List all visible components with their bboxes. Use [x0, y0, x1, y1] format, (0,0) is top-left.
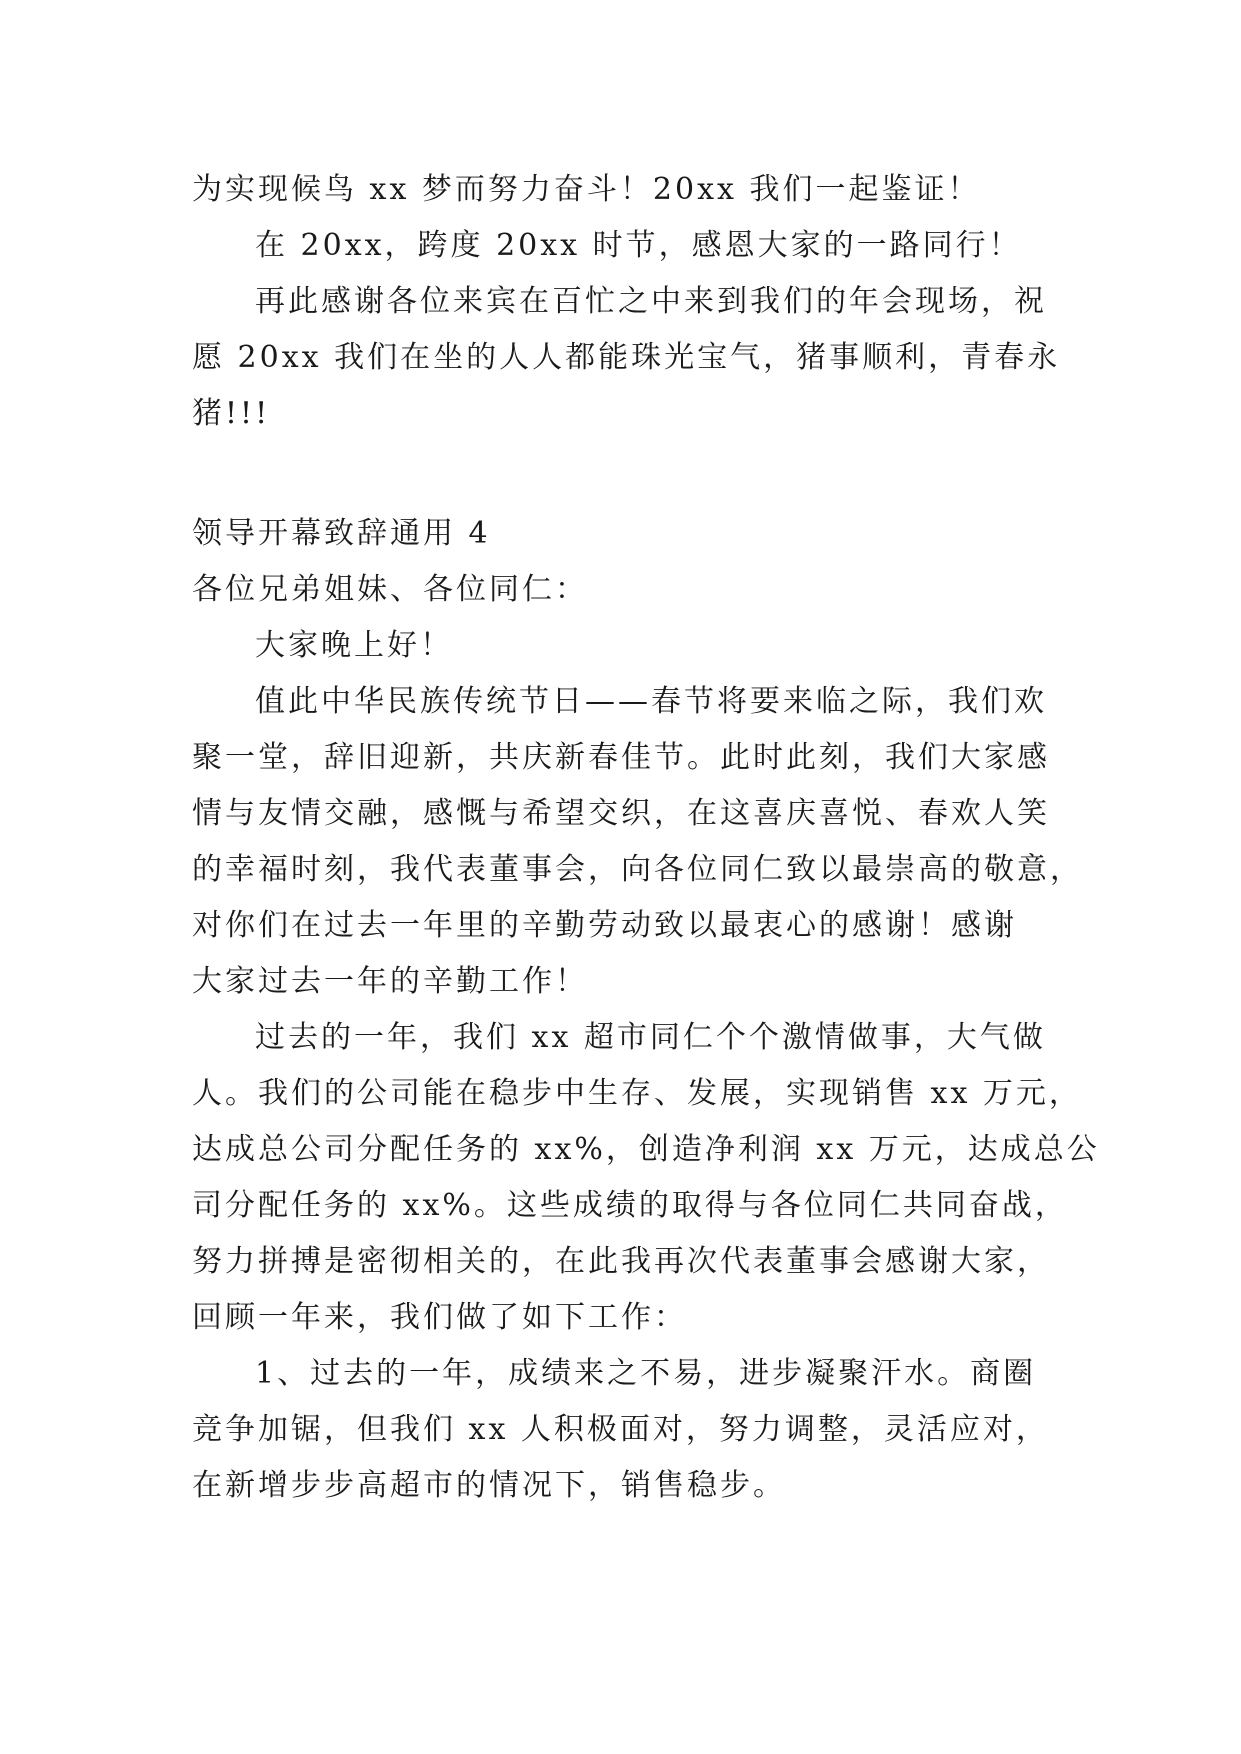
text-line: 情与友情交融，感慨与希望交织，在这喜庆喜悦、春欢人笑 [192, 796, 1050, 831]
text-line: 司分配任务的 xx%。这些成绩的取得与各位同仁共同奋战， [192, 1188, 1068, 1223]
text-line: 再此感谢各位来宾在百忙之中来到我们的年会现场，祝 [255, 284, 1047, 319]
text-line: 达成总公司分配任务的 xx%，创造净利润 xx 万元，达成总公 [192, 1132, 1100, 1167]
text-line: 对你们在过去一年里的辛勤劳动致以最衷心的感谢！感谢 [192, 908, 1017, 943]
text-line: 值此中华民族传统节日——春节将要来临之际，我们欢 [255, 684, 1047, 719]
text-line: 1、过去的一年，成绩来之不易，进步凝聚汗水。商圈 [255, 1356, 1037, 1391]
text-line: 竞争加锯，但我们 xx 人积极面对，努力调整，灵活应对， [192, 1412, 1049, 1447]
text-line: 回顾一年来，我们做了如下工作： [192, 1300, 687, 1335]
text-line: 努力拼搏是密彻相关的，在此我再次代表董事会感谢大家， [192, 1244, 1050, 1279]
text-line: 为实现候鸟 xx 梦而努力奋斗！20xx 我们一起鉴证！ [192, 172, 981, 207]
text-line: 聚一堂，辞旧迎新，共庆新春佳节。此时此刻，我们大家感 [192, 740, 1050, 775]
text-line: 猪!!! [192, 396, 271, 431]
section-heading: 领导开幕致辞通用 4 [192, 516, 491, 551]
text-line: 愿 20xx 我们在坐的人人都能珠光宝气，猪事顺利，青春永 [192, 340, 1061, 375]
text-line: 的幸福时刻，我代表董事会，向各位同仁致以最崇高的敬意， [192, 852, 1083, 887]
text-line: 过去的一年，我们 xx 超市同仁个个激情做事，大气做 [255, 1020, 1046, 1055]
text-line: 在新增步步高超市的情况下，销售稳步。 [192, 1468, 786, 1503]
text-line: 大家过去一年的辛勤工作！ [192, 964, 588, 999]
greeting: 大家晚上好！ [255, 628, 453, 663]
text-line: 在 20xx，跨度 20xx 时节，感恩大家的一路同行！ [255, 228, 1022, 263]
salutation: 各位兄弟姐妹、各位同仁： [192, 572, 588, 607]
text-line: 人。我们的公司能在稳步中生存、发展，实现销售 xx 万元， [192, 1076, 1082, 1111]
